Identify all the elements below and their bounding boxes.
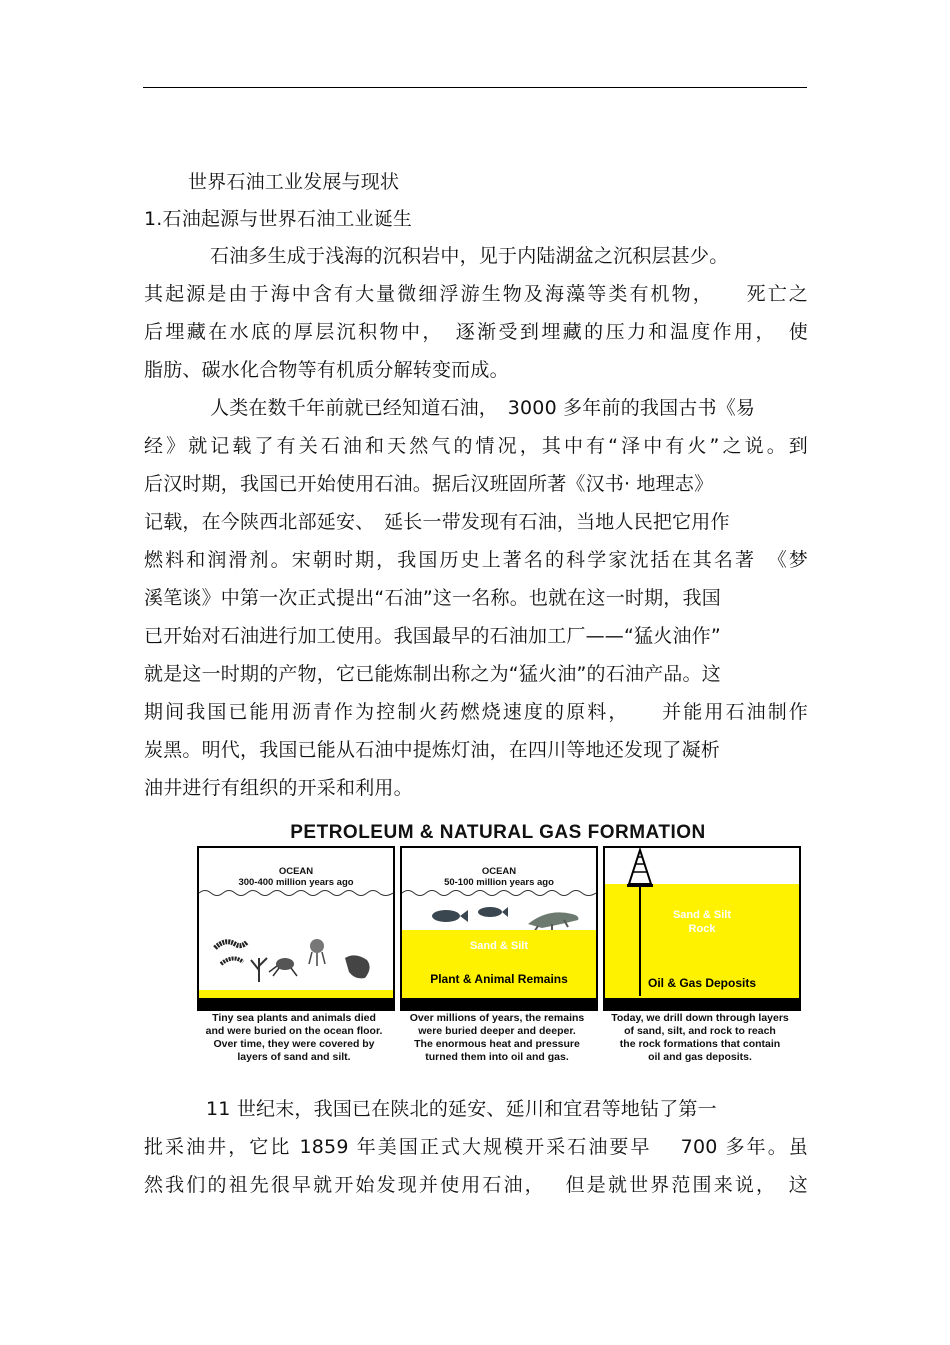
- doc-title: 世界石油工业发展与现状: [188, 171, 400, 193]
- sand-silt-rock-label: Sand & Silt Rock: [672, 909, 732, 935]
- paragraph-1-line: 石油多生成于浅海的沉积岩中，见于内陆湖盆之沉积层甚少。: [210, 245, 729, 267]
- ocean-floor: [605, 998, 799, 1009]
- paragraph-2-line: 记载，在今陕西北部延安、 延长一带发现有石油，当地人民把它用作: [144, 511, 730, 533]
- panel-caption-3: Today, we drill down through layers of sand, silt, and rock to reach the rock formations that contain oil and gas deposits.: [611, 1012, 789, 1063]
- header-rule: [143, 87, 807, 88]
- paragraph-2-line: 燃料和润滑剂。宋朝时期，我国历史上著名的科学家沈括在其名著 《梦: [144, 549, 808, 571]
- fish-icon: [402, 900, 596, 934]
- paragraph-2-line: 就是这一时期的产物，它已能炼制出称之为“猛火油”的石油产品。这: [144, 663, 721, 685]
- remains-label: Plant & Animal Remains: [430, 972, 568, 986]
- paragraph-2-line: 后汉时期，我国已开始使用石油。据后汉班固所著《汉书· 地理志》: [144, 473, 714, 495]
- paragraph-2-line: 溪笔谈》中第一次正式提出“石油”这一名称。也就在这一时期，我国: [144, 587, 721, 609]
- ocean-floor: [199, 998, 393, 1009]
- paragraph-2-line: 人类在数千年前就已经知道石油， 3000 多年前的我国古书《易: [210, 397, 756, 419]
- panel-caption-1: Tiny sea plants and animals died and were buried on the ocean floor. Over time, they were covered by layers of sand and silt.: [205, 1012, 383, 1063]
- paragraph-1-line: 其起源是由于海中含有大量微细浮游生物及海藻等类有机物， 死亡之: [144, 283, 808, 305]
- era-label: 300-400 million years ago: [238, 877, 354, 888]
- panel-caption-2: Over millions of years, the remains were buried deeper and deeper. The enormous heat and pressure turned them into oil and gas.: [409, 1012, 585, 1063]
- paragraph-3-line: 11 世纪末，我国已在陕北的延安、延川和宜君等地钻了第一: [206, 1098, 717, 1120]
- section-heading: 1.石油起源与世界石油工业诞生: [144, 208, 413, 230]
- panel-drilling: [603, 846, 801, 1011]
- era-label: 50-100 million years ago: [444, 877, 554, 888]
- sediment-layer: [199, 990, 393, 998]
- paragraph-2-line: 经》就记载了有关石油和天然气的情况，其中有“泽中有火”之说。到: [144, 435, 808, 457]
- paragraph-2-line: 已开始对石油进行加工使用。我国最早的石油加工厂——“猛火油作”: [144, 625, 721, 647]
- deposits-label: Oil & Gas Deposits: [647, 976, 757, 990]
- panel-burial: [400, 846, 598, 1011]
- water-surface-icon: [402, 888, 596, 898]
- water-surface-icon: [199, 888, 393, 898]
- paragraph-2-line: 油井进行有组织的开采和利用。: [144, 777, 413, 799]
- paragraph-3-line: 然我们的祖先很早就开始发现并使用石油， 但是就世界范围来说， 这: [144, 1174, 808, 1196]
- petroleum-formation-figure: [195, 822, 801, 1072]
- ocean-floor: [402, 998, 596, 1009]
- sea-creatures-icon: [199, 908, 393, 988]
- ocean-label: OCEAN: [278, 866, 314, 877]
- paragraph-1-line: 后埋藏在水底的厚层沉积物中， 逐渐受到埋藏的压力和温度作用， 使: [144, 321, 808, 343]
- paragraph-2-line: 期间我国已能用沥青作为控制火药燃烧速度的原料， 并能用石油制作: [144, 701, 808, 723]
- panel-ancient-ocean: [197, 846, 395, 1011]
- sand-silt-label: Sand & Silt: [469, 940, 529, 952]
- figure-title: PETROLEUM & NATURAL GAS FORMATION: [290, 822, 706, 843]
- paragraph-2-line: 炭黑。明代，我国已能从石油中提炼灯油，在四川等地还发现了凝析: [144, 739, 721, 761]
- paragraph-1-line: 脂肪、碳水化合物等有机质分解转变而成。: [144, 359, 509, 381]
- ocean-label: OCEAN: [481, 866, 517, 877]
- paragraph-3-line: 批采油井，它比 1859 年美国正式大规模开采石油要早 700 多年。虽: [144, 1136, 808, 1158]
